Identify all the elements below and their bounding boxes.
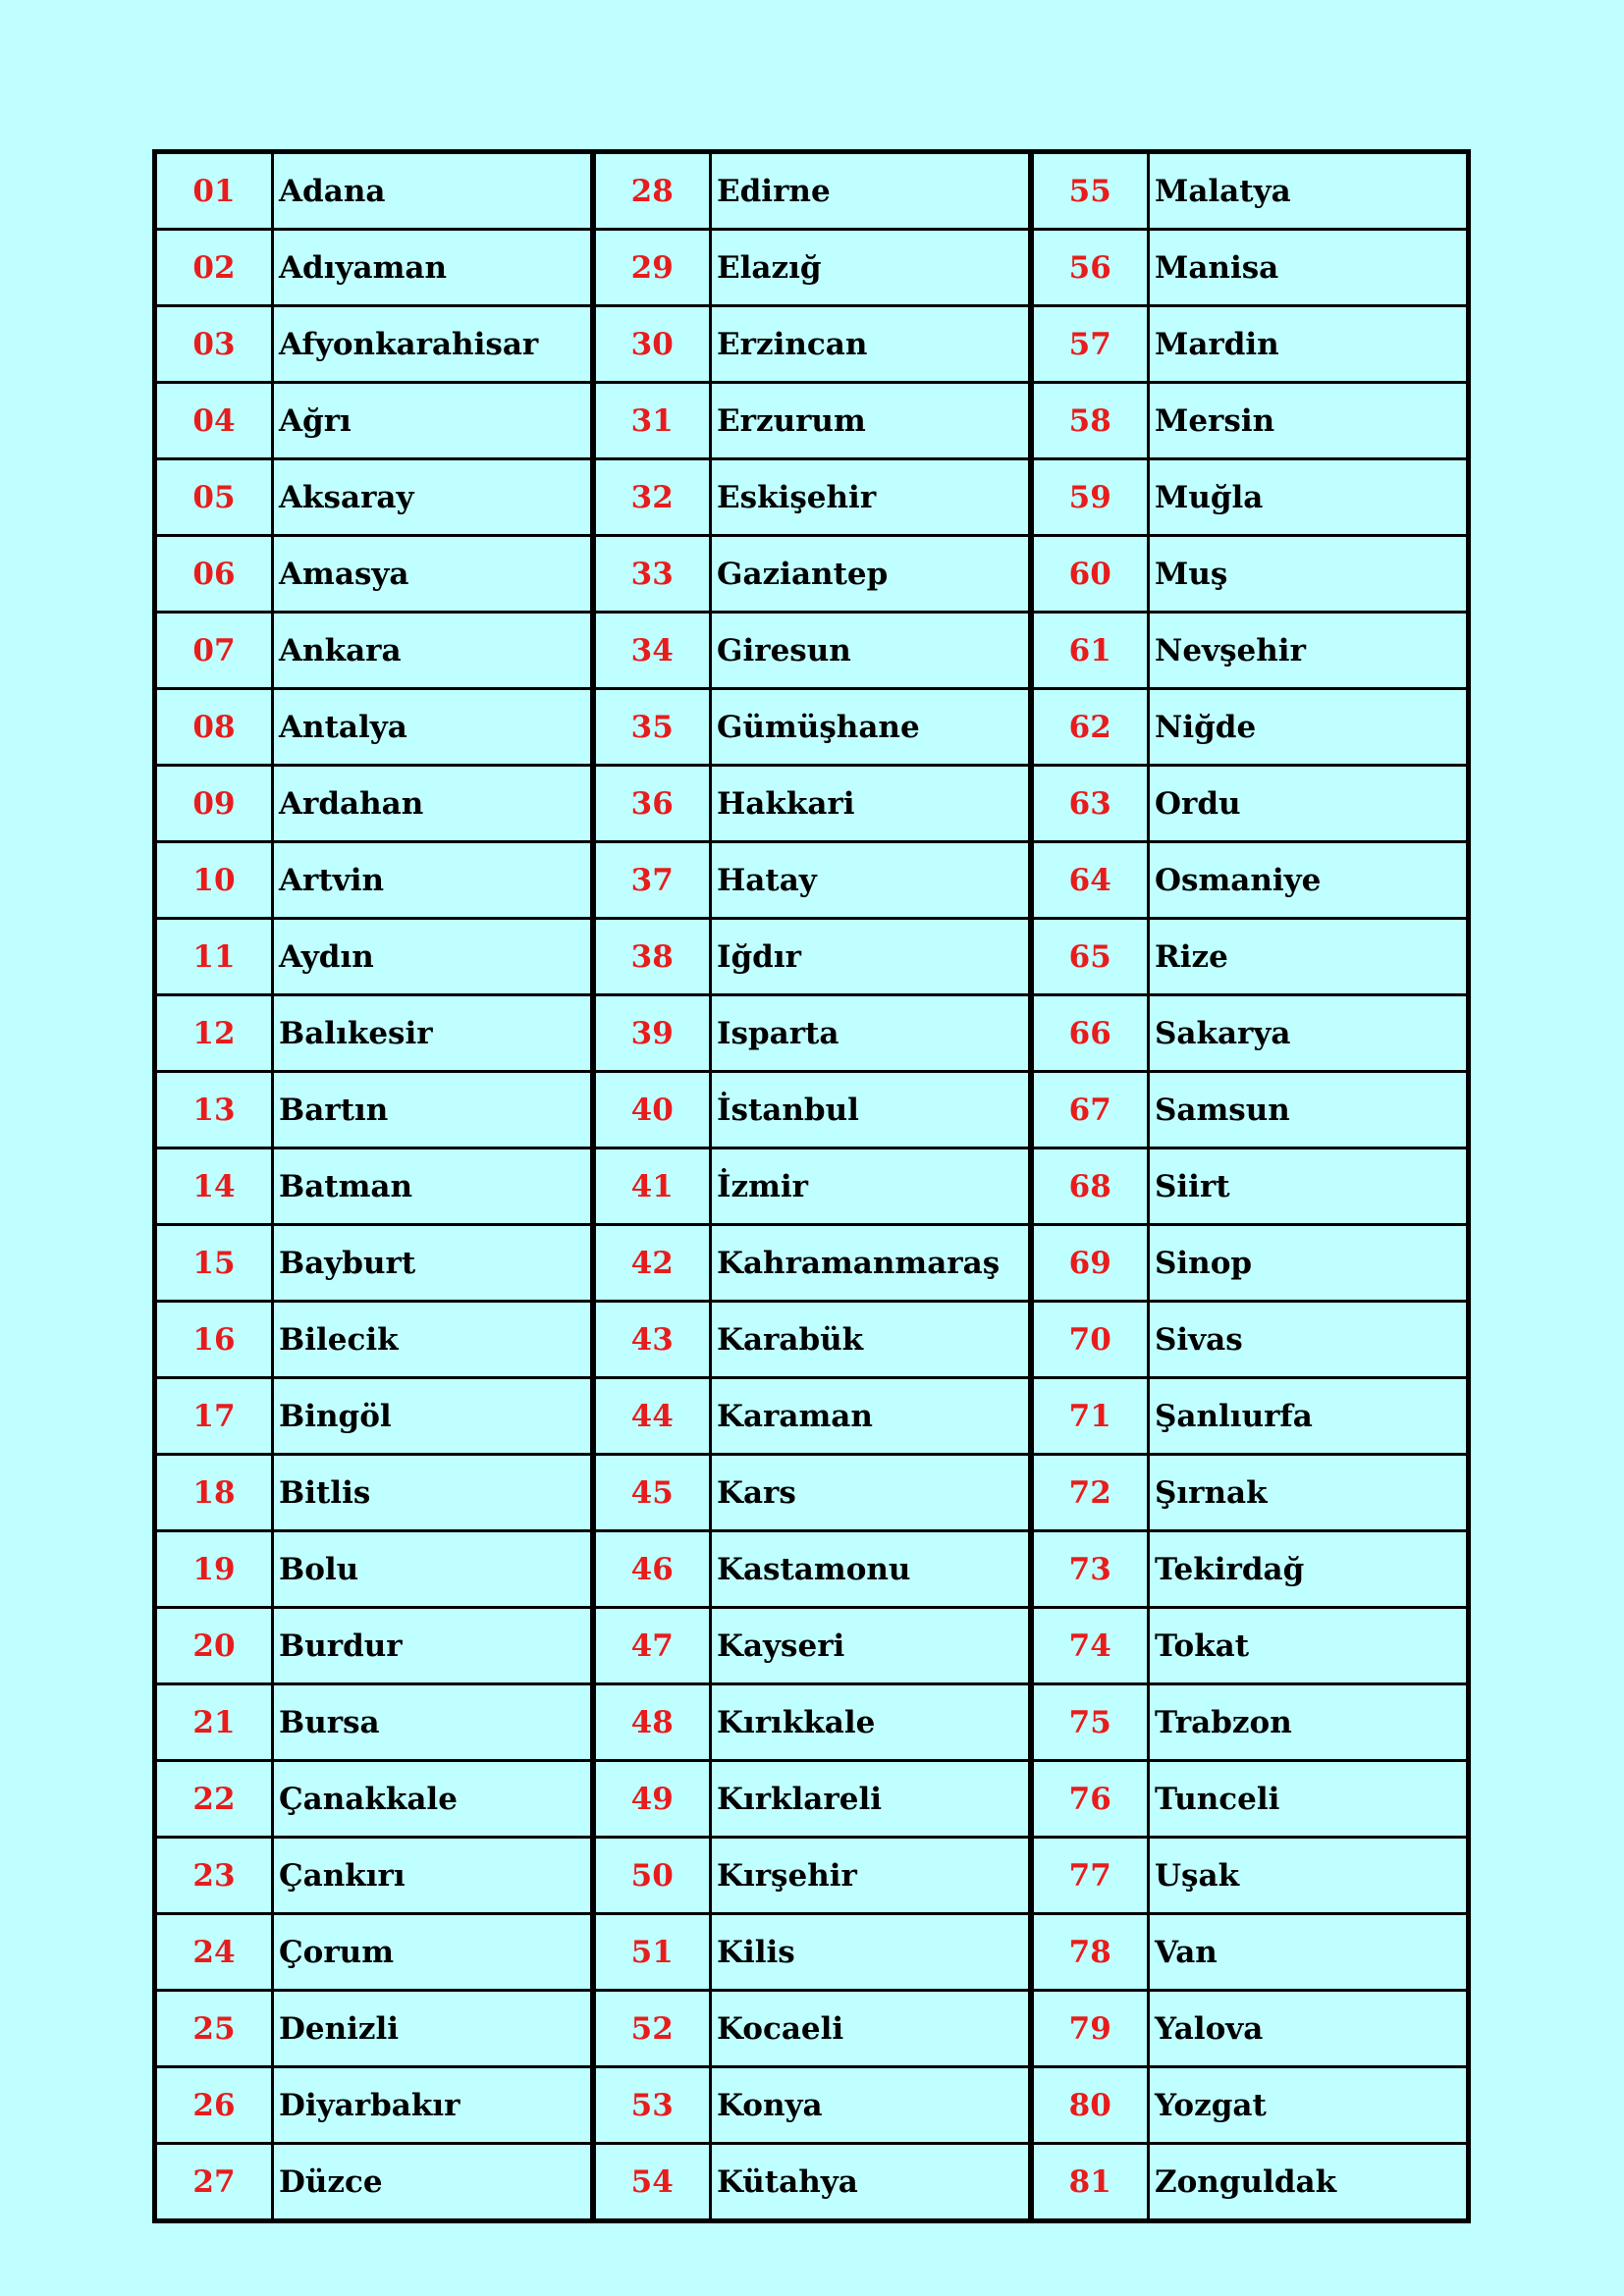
province-name-cell: Artvin — [273, 842, 593, 919]
plate-code-cell: 47 — [593, 1608, 711, 1684]
province-name-cell: Düzce — [273, 2144, 593, 2221]
table-row — [155, 689, 1469, 766]
plate-code-cell: 29 — [593, 230, 711, 306]
province-name-cell: Kocaeli — [711, 1991, 1031, 2067]
province-name-cell: Çorum — [273, 1914, 593, 1991]
province-name-cell: Ardahan — [273, 766, 593, 842]
province-name-cell: Balıkesir — [273, 995, 593, 1072]
province-name-cell: Osmaniye — [1149, 842, 1469, 919]
table-row — [155, 1455, 1469, 1531]
province-name-cell: Tunceli — [1149, 1761, 1469, 1838]
province-name-cell: Diyarbakır — [273, 2067, 593, 2144]
province-name-cell: Van — [1149, 1914, 1469, 1991]
plate-code-cell: 21 — [155, 1684, 273, 1761]
plate-code-cell: 73 — [1031, 1531, 1149, 1608]
province-name-cell: Kayseri — [711, 1608, 1031, 1684]
province-name-cell: Sinop — [1149, 1225, 1469, 1302]
province-name-cell: Mardin — [1149, 306, 1469, 383]
province-name-cell: İzmir — [711, 1148, 1031, 1225]
province-name-cell: Hatay — [711, 842, 1031, 919]
plate-code-cell: 23 — [155, 1838, 273, 1914]
plate-code-cell: 09 — [155, 766, 273, 842]
plate-code-cell: 10 — [155, 842, 273, 919]
province-name-cell: İstanbul — [711, 1072, 1031, 1148]
province-name-cell: Bingöl — [273, 1378, 593, 1455]
province-name-cell: Şanlıurfa — [1149, 1378, 1469, 1455]
province-name-cell: Bilecik — [273, 1302, 593, 1378]
table-row — [155, 1302, 1469, 1378]
plate-code-cell: 45 — [593, 1455, 711, 1531]
plate-code-cell: 77 — [1031, 1838, 1149, 1914]
plate-code-cell: 33 — [593, 536, 711, 613]
plate-code-cell: 11 — [155, 919, 273, 995]
plate-code-cell: 26 — [155, 2067, 273, 2144]
province-name-cell: Yalova — [1149, 1991, 1469, 2067]
province-name-cell: Bursa — [273, 1684, 593, 1761]
plate-code-cell: 37 — [593, 842, 711, 919]
plate-code-cell: 48 — [593, 1684, 711, 1761]
province-name-cell: Aydın — [273, 919, 593, 995]
plate-code-cell: 24 — [155, 1914, 273, 1991]
plate-code-cell: 38 — [593, 919, 711, 995]
province-name-cell: Kırıkkale — [711, 1684, 1031, 1761]
province-name-cell: Yozgat — [1149, 2067, 1469, 2144]
plate-code-cell: 40 — [593, 1072, 711, 1148]
province-name-cell: Kars — [711, 1455, 1031, 1531]
plate-code-cell: 75 — [1031, 1684, 1149, 1761]
province-name-cell: Gümüşhane — [711, 689, 1031, 766]
table-body — [155, 152, 1469, 2221]
plate-code-cell: 27 — [155, 2144, 273, 2221]
province-name-cell: Trabzon — [1149, 1684, 1469, 1761]
table-row — [155, 230, 1469, 306]
province-name-cell: Muğla — [1149, 459, 1469, 536]
plate-code-cell: 36 — [593, 766, 711, 842]
province-name-cell: Antalya — [273, 689, 593, 766]
table-row — [155, 995, 1469, 1072]
province-name-cell: Bolu — [273, 1531, 593, 1608]
province-name-cell: Çanakkale — [273, 1761, 593, 1838]
province-name-cell: Kahramanmaraş — [711, 1225, 1031, 1302]
province-plate-code-table — [152, 149, 1471, 2223]
plate-code-cell: 20 — [155, 1608, 273, 1684]
plate-code-cell: 35 — [593, 689, 711, 766]
table-row — [155, 1225, 1469, 1302]
province-name-cell: Adıyaman — [273, 230, 593, 306]
plate-code-cell: 03 — [155, 306, 273, 383]
province-name-cell: Kırşehir — [711, 1838, 1031, 1914]
plate-code-cell: 67 — [1031, 1072, 1149, 1148]
province-name-cell: Hakkari — [711, 766, 1031, 842]
plate-code-cell: 08 — [155, 689, 273, 766]
table-row — [155, 1684, 1469, 1761]
plate-code-cell: 01 — [155, 152, 273, 230]
plate-code-cell: 61 — [1031, 613, 1149, 689]
plate-code-cell: 30 — [593, 306, 711, 383]
table-row — [155, 383, 1469, 459]
province-name-cell: Elazığ — [711, 230, 1031, 306]
table-row — [155, 1761, 1469, 1838]
province-name-cell: Siirt — [1149, 1148, 1469, 1225]
table-row — [155, 1608, 1469, 1684]
plate-code-cell: 66 — [1031, 995, 1149, 1072]
plate-code-cell: 81 — [1031, 2144, 1149, 2221]
plate-code-cell: 46 — [593, 1531, 711, 1608]
plate-code-cell: 63 — [1031, 766, 1149, 842]
province-name-cell: Karaman — [711, 1378, 1031, 1455]
province-name-cell: Kırklareli — [711, 1761, 1031, 1838]
table-row — [155, 1838, 1469, 1914]
plate-code-cell: 13 — [155, 1072, 273, 1148]
province-name-cell: Ordu — [1149, 766, 1469, 842]
plate-code-cell: 53 — [593, 2067, 711, 2144]
province-name-cell: Kastamonu — [711, 1531, 1031, 1608]
province-name-cell: Niğde — [1149, 689, 1469, 766]
province-name-cell: Tekirdağ — [1149, 1531, 1469, 1608]
plate-code-cell: 32 — [593, 459, 711, 536]
province-name-cell: Karabük — [711, 1302, 1031, 1378]
table-row — [155, 152, 1469, 230]
plate-code-cell: 64 — [1031, 842, 1149, 919]
plate-code-cell: 54 — [593, 2144, 711, 2221]
province-name-cell: Burdur — [273, 1608, 593, 1684]
plate-code-cell: 41 — [593, 1148, 711, 1225]
plate-code-cell: 25 — [155, 1991, 273, 2067]
province-name-cell: Nevşehir — [1149, 613, 1469, 689]
plate-code-cell: 31 — [593, 383, 711, 459]
plate-code-cell: 79 — [1031, 1991, 1149, 2067]
plate-code-cell: 74 — [1031, 1608, 1149, 1684]
province-name-cell: Kütahya — [711, 2144, 1031, 2221]
province-name-cell: Aksaray — [273, 459, 593, 536]
province-name-cell: Muş — [1149, 536, 1469, 613]
plate-code-cell: 43 — [593, 1302, 711, 1378]
province-name-cell: Iğdır — [711, 919, 1031, 995]
table-row — [155, 766, 1469, 842]
table-row — [155, 2144, 1469, 2221]
province-name-cell: Afyonkarahisar — [273, 306, 593, 383]
plate-code-cell: 60 — [1031, 536, 1149, 613]
province-name-cell: Adana — [273, 152, 593, 230]
province-name-cell: Isparta — [711, 995, 1031, 1072]
table-row — [155, 1914, 1469, 1991]
plate-code-cell: 80 — [1031, 2067, 1149, 2144]
province-name-cell: Ankara — [273, 613, 593, 689]
plate-code-cell: 76 — [1031, 1761, 1149, 1838]
province-name-cell: Bartın — [273, 1072, 593, 1148]
plate-code-cell: 02 — [155, 230, 273, 306]
province-name-cell: Batman — [273, 1148, 593, 1225]
plate-code-cell: 22 — [155, 1761, 273, 1838]
plate-code-cell: 70 — [1031, 1302, 1149, 1378]
plate-code-cell: 07 — [155, 613, 273, 689]
plate-code-cell: 16 — [155, 1302, 273, 1378]
province-name-cell: Amasya — [273, 536, 593, 613]
table-row — [155, 536, 1469, 613]
province-name-cell: Uşak — [1149, 1838, 1469, 1914]
plate-code-cell: 28 — [593, 152, 711, 230]
province-name-cell: Konya — [711, 2067, 1031, 2144]
province-name-cell: Zonguldak — [1149, 2144, 1469, 2221]
province-name-cell: Kilis — [711, 1914, 1031, 1991]
table-row — [155, 306, 1469, 383]
province-name-cell: Bitlis — [273, 1455, 593, 1531]
province-name-cell: Erzurum — [711, 383, 1031, 459]
plate-code-cell: 19 — [155, 1531, 273, 1608]
province-name-cell: Rize — [1149, 919, 1469, 995]
plate-code-cell: 06 — [155, 536, 273, 613]
province-name-cell: Erzincan — [711, 306, 1031, 383]
province-name-cell: Denizli — [273, 1991, 593, 2067]
plate-code-cell: 52 — [593, 1991, 711, 2067]
province-name-cell: Malatya — [1149, 152, 1469, 230]
plate-code-cell: 55 — [1031, 152, 1149, 230]
plate-code-cell: 15 — [155, 1225, 273, 1302]
table-row — [155, 1531, 1469, 1608]
plate-code-cell: 14 — [155, 1148, 273, 1225]
plate-code-cell: 65 — [1031, 919, 1149, 995]
plate-code-cell: 56 — [1031, 230, 1149, 306]
table-row — [155, 1072, 1469, 1148]
plate-code-cell: 17 — [155, 1378, 273, 1455]
plate-code-cell: 62 — [1031, 689, 1149, 766]
province-name-cell: Samsun — [1149, 1072, 1469, 1148]
plate-code-cell: 59 — [1031, 459, 1149, 536]
plate-code-cell: 72 — [1031, 1455, 1149, 1531]
plate-code-cell: 50 — [593, 1838, 711, 1914]
province-name-cell: Gaziantep — [711, 536, 1031, 613]
province-name-cell: Mersin — [1149, 383, 1469, 459]
province-name-cell: Manisa — [1149, 230, 1469, 306]
province-name-cell: Edirne — [711, 152, 1031, 230]
plate-code-cell: 34 — [593, 613, 711, 689]
plate-code-cell: 44 — [593, 1378, 711, 1455]
province-name-cell: Giresun — [711, 613, 1031, 689]
province-name-cell: Sivas — [1149, 1302, 1469, 1378]
province-name-cell: Şırnak — [1149, 1455, 1469, 1531]
plate-code-cell: 78 — [1031, 1914, 1149, 1991]
province-name-cell: Ağrı — [273, 383, 593, 459]
table-row — [155, 919, 1469, 995]
plate-code-cell: 39 — [593, 995, 711, 1072]
plate-code-cell: 58 — [1031, 383, 1149, 459]
plate-code-cell: 05 — [155, 459, 273, 536]
plate-code-cell: 49 — [593, 1761, 711, 1838]
plate-code-cell: 69 — [1031, 1225, 1149, 1302]
province-name-cell: Tokat — [1149, 1608, 1469, 1684]
plate-code-cell: 42 — [593, 1225, 711, 1302]
province-name-cell: Bayburt — [273, 1225, 593, 1302]
table-row — [155, 1991, 1469, 2067]
plate-code-cell: 57 — [1031, 306, 1149, 383]
plate-code-cell: 51 — [593, 1914, 711, 1991]
table-row — [155, 1148, 1469, 1225]
province-name-cell: Sakarya — [1149, 995, 1469, 1072]
table-row — [155, 459, 1469, 536]
table-row — [155, 842, 1469, 919]
plate-code-cell: 71 — [1031, 1378, 1149, 1455]
plate-code-cell: 18 — [155, 1455, 273, 1531]
province-name-cell: Eskişehir — [711, 459, 1031, 536]
plate-code-cell: 04 — [155, 383, 273, 459]
table-row — [155, 1378, 1469, 1455]
table-row — [155, 613, 1469, 689]
plate-code-cell: 68 — [1031, 1148, 1149, 1225]
plate-code-cell: 12 — [155, 995, 273, 1072]
province-name-cell: Çankırı — [273, 1838, 593, 1914]
table-row — [155, 2067, 1469, 2144]
